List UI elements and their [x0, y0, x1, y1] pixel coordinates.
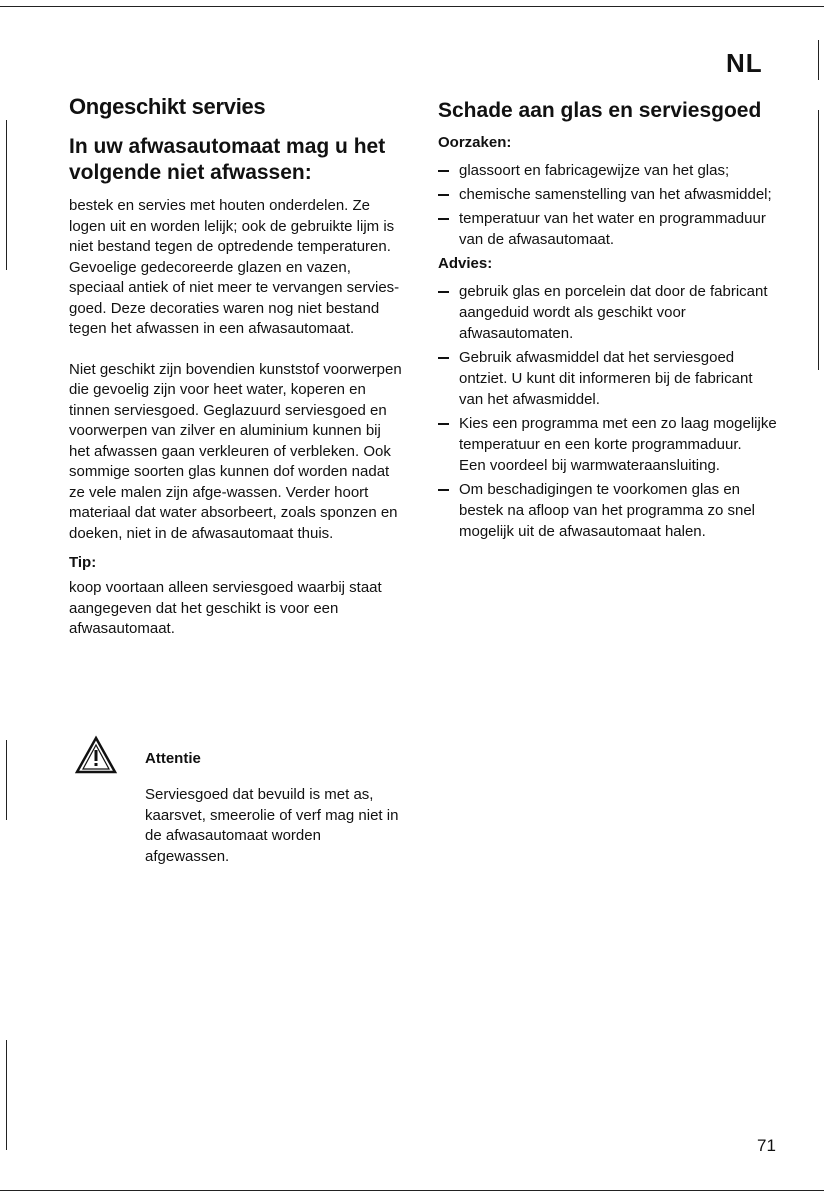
- left-edge-line: [6, 120, 7, 270]
- list-item: temperatuur van het water en programmaduur van de afwasautomaat.: [438, 208, 778, 250]
- language-label: NL: [726, 48, 763, 78]
- warning-text: Serviesgoed dat bevuild is met as, kaarsvet, smeerolie of verf mag niet in de afwasautomaat worden afgewassen.: [145, 786, 399, 865]
- warning-title: Attentie: [145, 750, 201, 767]
- top-edge-line: [0, 6, 824, 7]
- list-item: Kies een programma met een zo laag mogelijke temperatuur en een korte programmaduur. Een voordeel bij warmwateraansluiting.: [438, 413, 778, 476]
- list-item: glassoort en fabricagewijze van het glas;: [438, 160, 778, 181]
- right-column: [438, 98, 778, 545]
- section-title-unsuitable: Ongeschikt servies: [69, 94, 266, 119]
- causes-list: [438, 160, 778, 250]
- section-title-damage: Schade aan glas en serviesgoed: [438, 99, 762, 122]
- right-edge-line-2: [818, 110, 819, 370]
- advice-heading: Advies:: [438, 255, 493, 272]
- list-item: Om beschadigingen te voorkomen glas en bestek na afloop van het programma zo snel mogelijk uit de afwasautomaat halen.: [438, 479, 778, 542]
- tip-heading: Tip:: [69, 554, 97, 571]
- warning-triangle-icon: [74, 735, 118, 780]
- left-column: [69, 94, 404, 640]
- left-edge-line-3: [6, 1040, 7, 1150]
- right-edge-line: [818, 40, 819, 80]
- list-item: Gebruik afwasmiddel dat het serviesgoed ontziet. U kunt dit informeren bij de fabricant van het afwasmiddel.: [438, 347, 778, 410]
- causes-heading: Oorzaken:: [438, 134, 512, 151]
- list-item: chemische samenstelling van het afwasmiddel;: [438, 184, 778, 205]
- page-number: 71: [757, 1136, 776, 1155]
- paragraph-wooden-parts: bestek en servies met houten onderdelen. Ze logen uit en worden lelijk; ook de gebruikte lijm is niet bestand tegen de optredende temperaturen. Gevoelige gedecoreerde glazen en vazen, speciaal antiek of niet meer te vervangen servies-goed. Deze decoraties waren nog niet bestand tegen het afwassen in een afwasautomaat.: [69, 197, 400, 337]
- list-item: gebruik glas en porcelein dat door de fabricant aangeduid wordt als geschikt voor afwasautomaten.: [438, 281, 778, 344]
- section-subtitle: In uw afwasautomaat mag u het volgende niet afwassen:: [69, 135, 386, 184]
- paragraph-unsuitable-materials: Niet geschikt zijn bovendien kunststof voorwerpen die gevoelig zijn voor heet water, koperen en tinnen serviesgoed. Geglazuurd serviesgoed en voorwerpen van zilver en aluminium kunnen bij het afwassen gaan verkleuren of verbleken. Ook sommige soorten glas kunnen dof worden nadat ze vele malen zijn afge-wassen. Verder hoort materiaal dat water absorbeert, zoals sponzen en doeken, niet in de afwasautomaat thuis.: [69, 360, 402, 542]
- tip-text: koop voortaan alleen serviesgoed waarbij staat aangegeven dat het geschikt is voor een afwasautomaat.: [69, 579, 382, 637]
- bottom-edge-line: [0, 1190, 824, 1191]
- advice-list: [438, 281, 778, 542]
- left-edge-line-2: [6, 740, 7, 820]
